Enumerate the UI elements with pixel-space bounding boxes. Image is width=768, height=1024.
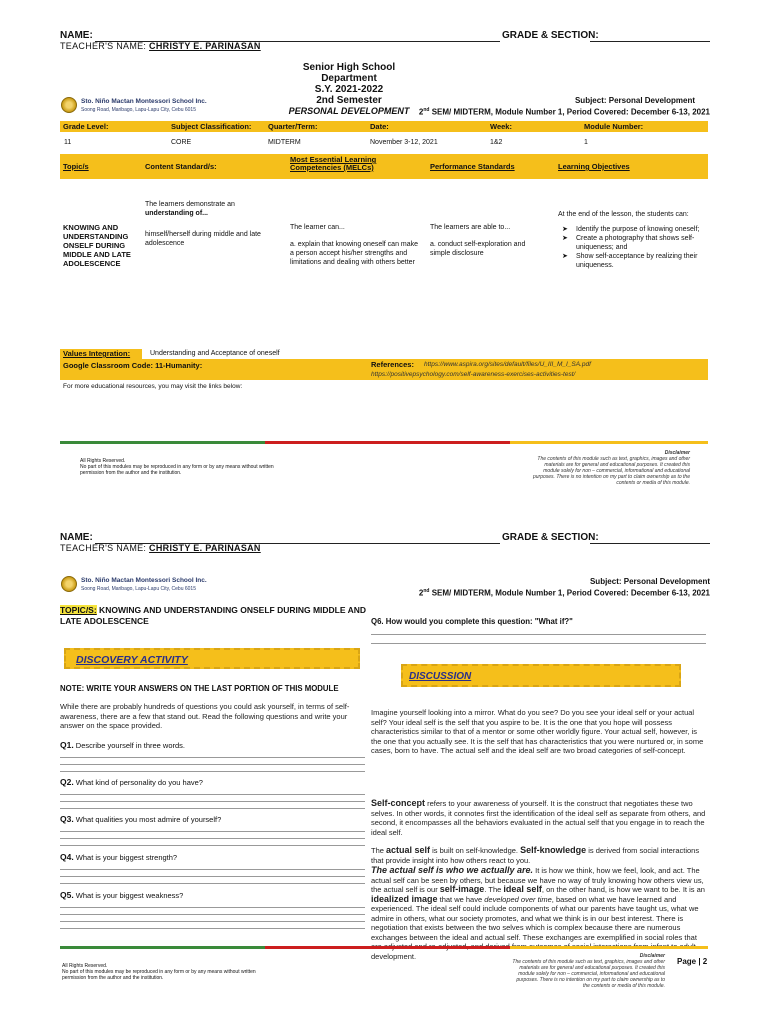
values-text: Understanding and Acceptance of oneself [150,350,280,357]
q1-text: Describe yourself in three words. [75,741,186,750]
footer-stripe-yellow [510,946,708,949]
reference-link-2[interactable]: https://positivepsychology.com/self-awareness-exercises-activities-test/ [371,371,576,378]
header-melcs: Most Essential Learning Competencies (MELCs) [290,155,377,172]
footer-stripe-green [60,946,265,949]
self-image-term: self-image [439,884,485,894]
disclaimer-title: Disclaimer [664,450,690,456]
answer-line[interactable] [371,643,706,644]
rights-text: No part of this modules may be reproduced in any form or by any means without written permission from the author and the institution. [80,464,274,476]
header-quarter: Quarter/Term: [268,122,318,131]
header-grade-level: Grade Level: [63,122,109,131]
school-address: Soong Road, Maribago, Lapu-Lapu City, Cebu 6015 [81,107,196,113]
melc-b: a. explain that knowing oneself can make a person accept his/her strengths and limitations and dealing with others better [290,241,419,266]
grade-label-2: GRADE & SECTION: [502,532,599,543]
header-module-number: Module Number: [584,122,644,131]
period-text: SEM/ MIDTERM, Module Number 1, Period Covered: December 6-13, 2021 [429,107,710,117]
content-std-c: himself/herself during middle and late adolescence [145,231,261,247]
actual-self-statement: The actual self is who we actually are. [371,865,534,875]
period-covered [419,107,710,117]
topic-title: KNOWING AND UNDERSTANDING ONSELF DURING MIDDLE AND LATE ADOLESCENCE [60,605,367,626]
answer-line[interactable] [60,907,365,908]
perf-b: a. conduct self-exploration and simple disclosure [430,241,526,257]
period-pre: 2 [418,107,424,117]
rights-text-2: No part of this modules may be reproduced in any form or by any means without written permission from the author and the institution. [62,969,256,981]
q2-text: What kind of personality do you have? [75,778,203,787]
answer-line[interactable] [60,764,365,765]
q4-text: What is your biggest strength? [75,853,178,862]
period-covered-2 [419,588,710,598]
idealized-image-term: idealized image [371,893,438,904]
values-label: Values Integration: [63,349,131,358]
subject-label-2: Subject: Personal Development [589,577,710,586]
value-date: November 3-12, 2021 [370,139,438,146]
grade-label: GRADE & SECTION: [502,30,599,41]
school-name: Sto. Niño Mactan Montessori School Inc. [81,98,207,105]
value-week: 1&2 [490,139,503,146]
q5-text: What is your biggest weakness? [75,891,184,900]
answer-line[interactable] [60,914,365,915]
question-2 [60,777,203,787]
gc-label: Google Classroom Code: [63,361,154,370]
subject-label: Subject: Personal Development [574,96,695,105]
discussion-para-1: Imagine yourself looking into a mirror. What do you see? Do you see your ideal self or your actual self? Your ideal self is the self that you aspire to be. It is the one that you hope will possess characteristics similar to that of a mentor or some other worldly figure. Your actual self, however, is the one that you actually see. It is the self that has characteristics that you were nurtured or, in some cases, born to have. The actual self and the ideal self are two broad categories of self-concept. [371,708,704,755]
header-date: Date: [370,122,389,131]
teacher-label: TEACHER'S NAME: [60,41,147,51]
discovery-activity-title: DISCOVERY ACTIVITY [76,654,188,666]
objective-2-text: Create a photography that shows self-uniqueness; and [576,235,695,251]
answer-line[interactable] [60,801,365,802]
para-3-e: is derived from social interactions that provide insight into how others react to you. [371,846,700,865]
self-concept-term: Self-concept [371,798,426,808]
answer-line[interactable] [60,876,365,877]
answer-line[interactable] [60,771,365,772]
bullet-arrow-icon: ➤ [562,226,568,233]
objective-3-text: Show self-acceptance by realizing their uniqueness. [576,253,698,269]
school-logo-icon [61,576,77,592]
melc-a: The learner can... [290,224,345,231]
answer-line[interactable] [60,831,365,832]
header-objectives: Learning Objectives [558,162,630,171]
q3-text: What qualities you most admire of yourself? [75,815,222,824]
rights-block-2 [62,963,262,981]
more-resources: For more educational resources, you may visit the links below: [63,383,243,390]
discussion-title: DISCUSSION [409,671,472,682]
header-content-standards: Content Standard/s: [145,162,217,171]
footer-stripe-yellow [510,441,708,444]
header-topics: Topic/s [63,162,89,171]
header-subject-class: Subject Classification: [171,122,252,131]
rights-title: All Rights Reserved. [80,458,126,464]
para-3-a: The [371,846,387,855]
objective-1 [558,225,708,234]
disclaimer-block-2 [510,953,665,989]
q1-num: Q1. [60,740,74,750]
period-pre-2: 2 [418,588,424,598]
question-6: Q6. How would you complete this question: "What if?" [371,617,573,626]
bullet-arrow-icon: ➤ [562,235,568,242]
para-4-f: , based on what we have learned and experienced. The ideal self could include components of what our parents have taught us, what we admire in others, what our society promotes, and what we think is in our best interest. There is negotiation that exists between the two selves which is complex because there are numerous exchanges between the ideal and actual self. These exchanges are exemplified in social roles that development. [371,894,699,961]
value-module-number: 1 [584,139,588,146]
rights-block [80,458,280,476]
para-4-d: , on the other hand, is how we want to be. It is an [541,885,705,894]
melc-text [290,223,420,267]
teacher-label-2: TEACHER'S NAME: [60,543,147,553]
teacher-name-2: CHRISTY E. PARINASAN [149,543,261,553]
perf-a: The learners are able to... [430,224,511,231]
disclaimer-title-2: Disclaimer [639,953,665,959]
period-sup: nd [423,107,430,113]
page-number: Page | 2 [677,957,708,966]
gc-code-line [63,361,202,370]
school-name-2: Sto. Niño Mactan Montessori School Inc. [81,577,207,584]
answer-line[interactable] [60,869,365,870]
answer-line[interactable] [60,921,365,922]
grade-line-2 [590,543,710,544]
answer-line[interactable] [60,928,365,929]
question-3 [60,814,221,824]
value-subject-class: CORE [171,139,192,146]
content-std-b: understanding of... [145,210,208,217]
topic-text: KNOWING AND UNDERSTANDING ONSELF DURING MIDDLE AND LATE ADOLESCENCE [63,223,131,268]
disclaimer-block [530,450,690,486]
answer-note: NOTE: WRITE YOUR ANSWERS ON THE LAST PORTION OF THIS MODULE [60,684,339,693]
disclaimer-text: The contents of this module such as text, graphics, images and other materials are for general and educational purposes. It created this module solely for non – commercial, informational and educational purposes. There is no intention on my part to claim ownership as to the contents or media of this module. [532,456,690,486]
disclaimer-text-2: The contents of this module such as text, graphics, images and other materials are for general and educational purposes. It created this module solely for non – commercial, informational and educational purposes. There is no intention on my part to claim ownership as to the contents or media of this module. [512,959,665,989]
self-knowledge-term: Self-knowledge [520,845,587,855]
reference-link-1[interactable]: https://www.aspira.org/sites/default/files/U_III_M_I_SA.pdf [424,361,591,368]
references-label: References: [371,360,414,369]
ideal-self-term: ideal self [503,884,542,894]
teacher-line-2 [60,543,261,553]
q3-num: Q3. [60,814,74,824]
question-1 [60,740,185,750]
footer-stripe-red [265,946,510,949]
value-grade-level: 11 [64,139,72,146]
footer-stripe-green [60,441,265,444]
answer-line[interactable] [60,883,365,884]
period-text-2: SEM/ MIDTERM, Module Number 1, Period Covered: December 6-13, 2021 [429,588,710,598]
school-address-2: Soong Road, Maribago, Lapu-Lapu City, Cebu 6015 [81,586,196,592]
question-5 [60,890,183,900]
name-label-2: NAME: [60,532,93,543]
q4-num: Q4. [60,852,74,862]
discovery-intro: While there are probably hundreds of questions you could ask yourself, in terms of self-awareness, there are a few that stand out. Read the following questions and write your answer on the space provided. [60,702,350,730]
answer-line[interactable] [60,794,365,795]
q5-num: Q5. [60,890,74,900]
period-sup-2: nd [423,588,430,594]
rights-title-2: All Rights Reserved. [62,963,108,969]
name-label: NAME: [60,30,93,41]
content-standards [145,200,270,248]
value-quarter: MIDTERM [268,139,301,146]
actual-self-term: actual self [386,845,431,855]
para-3-c: is built on self-knowledge. [430,846,521,855]
developed-over-time: developed over time [484,894,552,904]
objectives-intro: At the end of the lesson, the students can: [558,211,689,218]
teacher-name: CHRISTY E. PARINASAN [149,41,261,51]
school-year: S.Y. 2021-2022 [314,84,384,95]
q2-num: Q2. [60,777,74,787]
topic-heading [60,605,370,627]
answer-line[interactable] [60,838,365,839]
performance-text [430,223,545,258]
dept-title: Senior High School Department [302,62,396,84]
objective-2 [558,234,708,252]
para-4-e: that we have [437,894,485,904]
header-week: Week: [490,122,512,131]
answer-line[interactable] [60,845,365,846]
footer-stripe-red [265,441,510,444]
discovery-activity-banner [64,648,360,669]
grade-line [590,41,710,42]
para-4-a: It is how we think, how we feel, look, and act. The actual self can be seen by others, but because we have no way of truly knowing how others view us, the actual self is our [371,866,704,894]
objectives-text [558,210,708,270]
answer-line[interactable] [371,634,706,635]
discussion-banner [401,664,681,687]
para-2-text: refers to your awareness of yourself. It is the construct that negotiates these two selves. In other words, it connotes first the identification of the ideal self as separate from others, and second, it encompasses all the behaviors evaluated in the actual self that you engage in to reach the ideal self. [371,799,706,837]
objective-3 [558,252,708,270]
teacher-line [60,41,261,51]
course-title: PERSONAL DEVELOPMENT [288,106,410,116]
gc-code: 11-Humanity: [155,361,203,370]
semester: 2nd Semester [316,95,382,106]
header-performance: Performance Standards [430,162,515,171]
department-header [274,62,424,117]
discussion-para-2 [371,799,709,837]
topic-label: TOPIC/S: [60,605,97,615]
content-std-a: The learners demonstrate an [145,201,235,208]
discussion-para-3 [371,846,709,865]
para-4-c: . The [484,885,504,894]
school-logo-icon [61,97,77,113]
question-4 [60,852,177,862]
answer-line[interactable] [60,808,365,809]
answer-line[interactable] [60,757,365,758]
objective-1-text: Identify the purpose of knowing oneself; [576,226,700,233]
bullet-arrow-icon: ➤ [562,253,568,260]
